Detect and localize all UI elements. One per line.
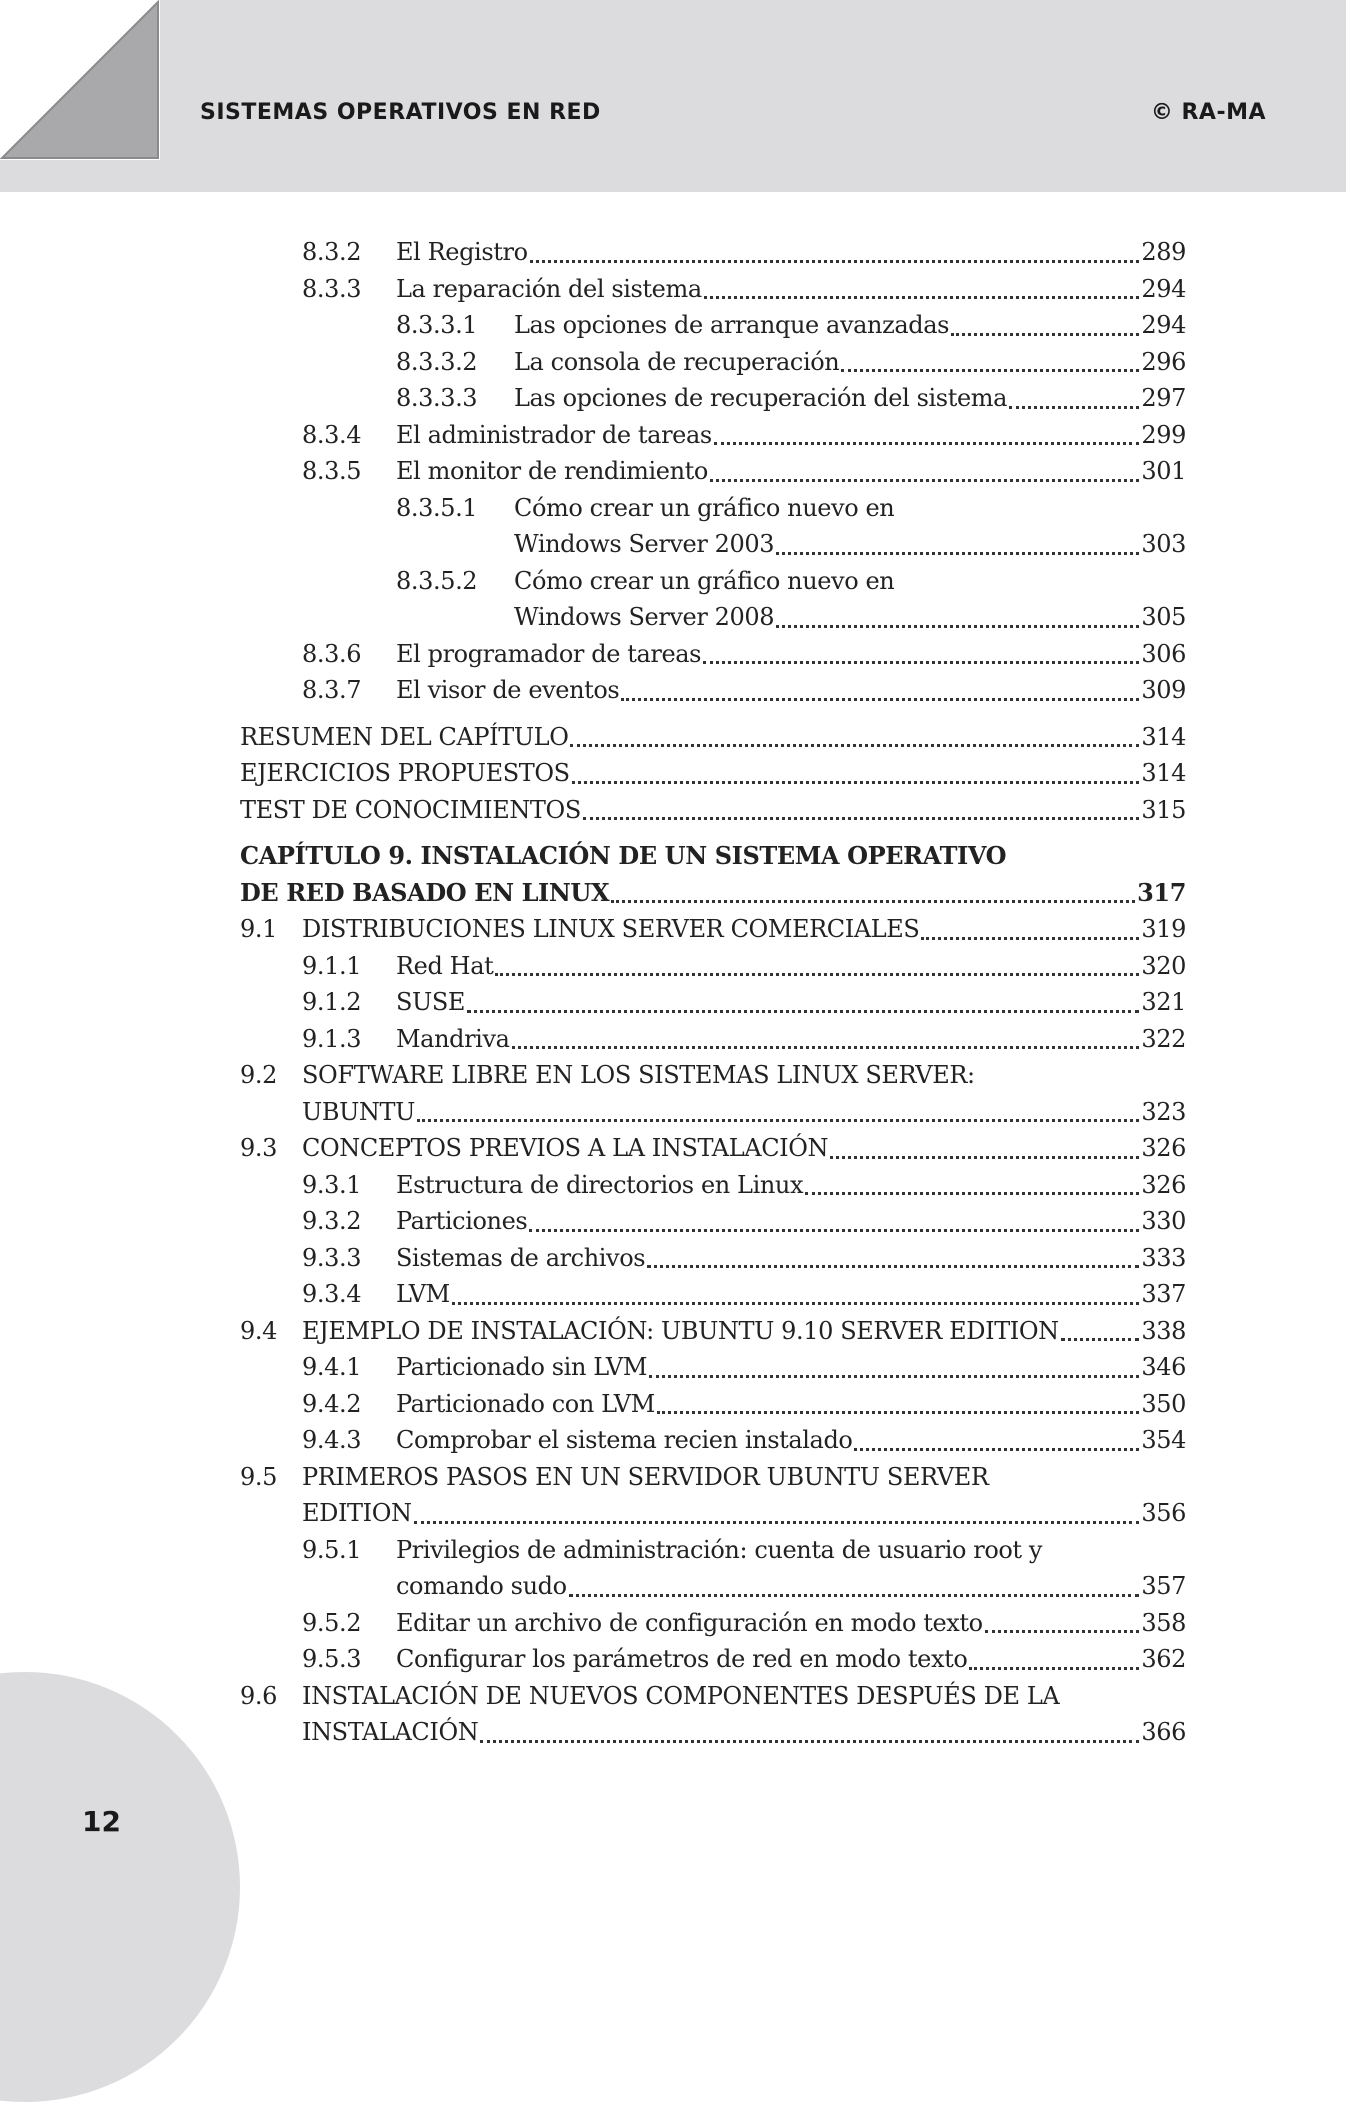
toc-entry-number: 9.3 bbox=[240, 1134, 277, 1162]
toc-entry-page: 317 bbox=[1137, 877, 1186, 907]
toc-entry-continuation[interactable] bbox=[240, 1094, 1186, 1131]
toc-entry-title: Editar un archivo de configuración en modo texto bbox=[396, 1608, 983, 1637]
toc-entry-number: 9.4.2 bbox=[302, 1389, 362, 1418]
dot-leader bbox=[414, 1521, 1140, 1524]
toc-entry[interactable] bbox=[240, 453, 1186, 490]
toc-entry-number: 9.5.1 bbox=[302, 1535, 362, 1564]
toc-entry[interactable] bbox=[240, 1130, 1186, 1167]
toc-entry[interactable] bbox=[240, 417, 1186, 454]
toc-entry[interactable] bbox=[240, 234, 1186, 271]
toc-entry-number: 9.5 bbox=[240, 1462, 277, 1491]
toc-entry-number: 9.3.1 bbox=[302, 1170, 362, 1199]
toc-entry-page: 319 bbox=[1141, 915, 1186, 943]
toc-entry[interactable] bbox=[240, 563, 1186, 600]
toc-entry[interactable] bbox=[240, 1605, 1186, 1642]
toc-entry[interactable] bbox=[240, 307, 1186, 344]
toc-entry-title: El monitor de rendimiento bbox=[396, 457, 708, 485]
toc-entry[interactable] bbox=[240, 1057, 1186, 1094]
dot-leader bbox=[776, 625, 1139, 628]
toc-entry-page: 314 bbox=[1141, 759, 1186, 787]
toc-entry-title: El Registro bbox=[396, 238, 528, 266]
toc-entry[interactable] bbox=[240, 271, 1186, 308]
toc-entry[interactable] bbox=[240, 755, 1186, 792]
dot-leader bbox=[776, 552, 1139, 555]
dot-leader bbox=[570, 744, 1139, 747]
toc-entry-title-continued: Windows Server 2008 bbox=[514, 603, 775, 631]
toc-entry-title: La reparación del sistema bbox=[396, 274, 702, 303]
toc-entry-page: 303 bbox=[1141, 530, 1186, 558]
toc-entry-title: Configurar los parámetros de red en modo texto bbox=[396, 1645, 968, 1673]
toc-entry-page: 356 bbox=[1141, 1499, 1186, 1527]
toc-entry-number: 8.3.5 bbox=[302, 457, 362, 485]
toc-entry-page: 358 bbox=[1141, 1608, 1186, 1637]
toc-entry-continuation[interactable] bbox=[240, 1714, 1186, 1751]
toc-entry-page: 296 bbox=[1141, 347, 1186, 376]
dot-leader bbox=[985, 1630, 1140, 1633]
toc-entry-page: 326 bbox=[1141, 1170, 1186, 1199]
toc-entry[interactable] bbox=[240, 1203, 1186, 1240]
toc-entry-continuation[interactable] bbox=[240, 1495, 1186, 1532]
toc-entry-title: El administrador de tareas bbox=[396, 420, 712, 449]
toc-entry[interactable] bbox=[240, 1276, 1186, 1313]
toc-entry-page: 366 bbox=[1141, 1718, 1186, 1746]
toc-entry[interactable] bbox=[240, 1532, 1186, 1569]
corner-triangle-decoration bbox=[0, 0, 160, 160]
dot-leader bbox=[969, 1667, 1139, 1670]
toc-entry-title: CONCEPTOS PREVIOS A LA INSTALACIÓN bbox=[302, 1134, 829, 1162]
toc-entry-number: 9.1.2 bbox=[302, 988, 362, 1016]
toc-entry-page: 330 bbox=[1141, 1207, 1186, 1235]
toc-entry[interactable] bbox=[240, 490, 1186, 527]
toc-entry-number: 9.3.4 bbox=[302, 1280, 362, 1308]
dot-leader bbox=[495, 973, 1139, 976]
dot-leader bbox=[805, 1192, 1139, 1195]
dot-leader bbox=[512, 1046, 1140, 1049]
table-of-contents bbox=[240, 234, 1186, 1751]
toc-entry-title: Las opciones de recuperación del sistema bbox=[514, 384, 1008, 412]
toc-entry-title: El visor de eventos bbox=[396, 676, 620, 704]
toc-entry-number: 8.3.3 bbox=[302, 274, 362, 303]
toc-entry-title-continued: INSTALACIÓN bbox=[302, 1718, 479, 1746]
toc-entry-number: 9.5.2 bbox=[302, 1608, 362, 1637]
toc-entry-title: Cómo crear un gráfico nuevo en bbox=[514, 566, 895, 595]
dot-leader bbox=[704, 296, 1140, 299]
dot-leader bbox=[572, 781, 1140, 784]
toc-entry-title: El programador de tareas bbox=[396, 639, 702, 668]
toc-entry-number: 9.1 bbox=[240, 915, 277, 943]
toc-entry[interactable] bbox=[240, 1313, 1186, 1350]
toc-entry-continuation[interactable] bbox=[240, 526, 1186, 563]
toc-entry-number: 8.3.4 bbox=[302, 420, 362, 449]
toc-entry-continuation[interactable] bbox=[240, 599, 1186, 636]
toc-entry-page: 350 bbox=[1141, 1389, 1186, 1418]
toc-entry-page: 299 bbox=[1141, 420, 1186, 449]
toc-entry-page: 322 bbox=[1141, 1024, 1186, 1053]
toc-entry-number: 9.1.3 bbox=[302, 1024, 362, 1053]
toc-entry-title: Particiones bbox=[396, 1207, 528, 1235]
dot-leader bbox=[649, 1375, 1139, 1378]
toc-entry-title-continued: Windows Server 2003 bbox=[514, 530, 775, 558]
toc-entry-page: 306 bbox=[1141, 639, 1186, 668]
toc-entry[interactable] bbox=[240, 1167, 1186, 1204]
toc-entry-title: Particionado con LVM bbox=[396, 1389, 655, 1418]
dot-leader bbox=[611, 900, 1135, 903]
dot-leader bbox=[480, 1740, 1139, 1743]
toc-entry[interactable] bbox=[240, 1678, 1186, 1715]
toc-entry-title: INSTALACIÓN DE NUEVOS COMPONENTES DESPUÉS DE LA bbox=[302, 1681, 1060, 1710]
toc-entry-page: 357 bbox=[1141, 1572, 1186, 1600]
toc-entry-number: 9.3.3 bbox=[302, 1243, 362, 1272]
toc-entry-page: 333 bbox=[1141, 1243, 1186, 1272]
toc-entry-title: EJERCICIOS PROPUESTOS bbox=[240, 759, 570, 787]
toc-entry-page: 346 bbox=[1141, 1353, 1186, 1381]
toc-entry-number: 8.3.5.2 bbox=[396, 566, 478, 595]
toc-entry-number: 9.4 bbox=[240, 1316, 277, 1345]
toc-entry-title: CAPÍTULO 9. INSTALACIÓN DE UN SISTEMA OPERATIVO bbox=[240, 841, 1007, 870]
dot-leader bbox=[703, 661, 1139, 664]
toc-entry-number: 8.3.3.2 bbox=[396, 347, 478, 376]
toc-entry-title: Estructura de directorios en Linux bbox=[396, 1170, 804, 1199]
toc-entry-title: PRIMEROS PASOS EN UN SERVIDOR UBUNTU SERVER bbox=[302, 1462, 989, 1491]
toc-entry[interactable] bbox=[240, 838, 1186, 875]
toc-entry-continuation[interactable] bbox=[240, 1568, 1186, 1605]
running-title: SISTEMAS OPERATIVOS EN RED bbox=[200, 100, 601, 125]
toc-entry-page: 305 bbox=[1141, 603, 1186, 631]
toc-entry[interactable] bbox=[240, 911, 1186, 948]
toc-entry[interactable] bbox=[240, 984, 1186, 1021]
toc-entry[interactable] bbox=[240, 1349, 1186, 1386]
toc-entry-title: SOFTWARE LIBRE EN LOS SISTEMAS LINUX SERVER: bbox=[302, 1061, 975, 1089]
toc-entry-page: 326 bbox=[1141, 1134, 1186, 1162]
toc-entry[interactable] bbox=[240, 792, 1186, 829]
toc-entry-title: Las opciones de arranque avanzadas bbox=[514, 311, 950, 339]
page-number: 12 bbox=[82, 1805, 121, 1838]
toc-entry[interactable] bbox=[240, 1422, 1186, 1459]
toc-entry-title: Red Hat bbox=[396, 951, 494, 980]
toc-entry-title: Particionado sin LVM bbox=[396, 1353, 648, 1381]
toc-entry-page: 314 bbox=[1141, 722, 1186, 751]
dot-leader bbox=[830, 1156, 1139, 1159]
toc-entry[interactable] bbox=[240, 636, 1186, 673]
toc-entry-title: RESUMEN DEL CAPÍTULO bbox=[240, 722, 569, 751]
dot-leader bbox=[452, 1302, 1140, 1305]
toc-entry-continuation[interactable] bbox=[240, 875, 1186, 912]
toc-entry-number: 9.4.1 bbox=[302, 1353, 362, 1381]
toc-entry-page: 315 bbox=[1141, 795, 1186, 824]
toc-entry-page: 362 bbox=[1141, 1645, 1186, 1673]
toc-entry-page: 289 bbox=[1141, 238, 1186, 266]
toc-entry-number: 8.3.3.1 bbox=[396, 311, 478, 339]
toc-entry-page: 320 bbox=[1141, 951, 1186, 980]
toc-entry-number: 8.3.2 bbox=[302, 238, 362, 266]
toc-entry[interactable] bbox=[240, 344, 1186, 381]
toc-entry-page: 297 bbox=[1141, 384, 1186, 412]
publisher-label: © RA-MA bbox=[1150, 100, 1266, 125]
header-band bbox=[0, 0, 1346, 192]
toc-entry[interactable] bbox=[240, 948, 1186, 985]
dot-leader bbox=[714, 442, 1140, 445]
dot-leader bbox=[854, 1448, 1139, 1451]
toc-entry-title: La consola de recuperación bbox=[514, 347, 840, 376]
toc-entry-number: 9.3.2 bbox=[302, 1207, 362, 1235]
dot-leader bbox=[921, 937, 1139, 940]
toc-entry[interactable] bbox=[240, 1386, 1186, 1423]
toc-entry-title: TEST DE CONOCIMIENTOS bbox=[240, 795, 581, 824]
toc-entry-page: 321 bbox=[1141, 988, 1186, 1016]
toc-entry-title: LVM bbox=[396, 1280, 450, 1308]
toc-entry-page: 294 bbox=[1141, 311, 1186, 339]
toc-entry-title: Comprobar el sistema recien instalado bbox=[396, 1426, 853, 1454]
dot-leader bbox=[841, 369, 1139, 372]
toc-entry-number: 8.3.3.3 bbox=[396, 384, 478, 412]
toc-entry[interactable] bbox=[240, 1641, 1186, 1678]
toc-entry[interactable] bbox=[240, 719, 1186, 756]
toc-entry[interactable] bbox=[240, 672, 1186, 709]
toc-entry[interactable] bbox=[240, 1459, 1186, 1496]
dot-leader bbox=[710, 479, 1139, 482]
toc-entry-number: 9.2 bbox=[240, 1061, 277, 1089]
dot-leader bbox=[1009, 406, 1139, 409]
dot-leader bbox=[621, 698, 1139, 701]
dot-leader bbox=[529, 1229, 1139, 1232]
dot-leader bbox=[417, 1119, 1139, 1122]
dot-leader bbox=[467, 1010, 1139, 1013]
toc-entry-title: Privilegios de administración: cuenta de usuario root y bbox=[396, 1535, 1043, 1564]
toc-entry-page: 309 bbox=[1141, 676, 1186, 704]
toc-entry-page: 301 bbox=[1141, 457, 1186, 485]
dot-leader bbox=[1061, 1338, 1140, 1341]
toc-entry[interactable] bbox=[240, 1021, 1186, 1058]
toc-entry-page: 323 bbox=[1141, 1097, 1186, 1126]
toc-entry-title: Sistemas de archivos bbox=[396, 1243, 646, 1272]
toc-entry-title-continued: EDITION bbox=[302, 1499, 412, 1527]
dot-leader bbox=[657, 1411, 1139, 1414]
toc-entry-page: 338 bbox=[1141, 1316, 1186, 1345]
page-number-circle bbox=[0, 1672, 240, 2102]
toc-entry-title: Mandriva bbox=[396, 1024, 510, 1053]
dot-leader bbox=[569, 1594, 1140, 1597]
toc-entry[interactable] bbox=[240, 380, 1186, 417]
dot-leader bbox=[530, 260, 1140, 263]
toc-entry[interactable] bbox=[240, 1240, 1186, 1277]
toc-entry-number: 8.3.7 bbox=[302, 676, 362, 704]
toc-entry-title-continued: comando sudo bbox=[396, 1572, 567, 1600]
toc-entry-title: EJEMPLO DE INSTALACIÓN: UBUNTU 9.10 SERVER EDITION bbox=[302, 1316, 1059, 1345]
toc-entry-number: 9.4.3 bbox=[302, 1426, 362, 1454]
toc-entry-title: Cómo crear un gráfico nuevo en bbox=[514, 493, 895, 522]
toc-entry-number: 8.3.5.1 bbox=[396, 493, 478, 522]
dot-leader bbox=[951, 333, 1139, 336]
toc-entry-page: 337 bbox=[1141, 1280, 1186, 1308]
dot-leader bbox=[583, 817, 1140, 820]
toc-entry-number: 9.6 bbox=[240, 1681, 277, 1710]
toc-entry-number: 9.1.1 bbox=[302, 951, 362, 980]
toc-entry-number: 9.5.3 bbox=[302, 1645, 362, 1673]
toc-entry-title: DISTRIBUCIONES LINUX SERVER COMERCIALES bbox=[302, 915, 920, 943]
toc-entry-number: 8.3.6 bbox=[302, 639, 362, 668]
dot-leader bbox=[647, 1265, 1139, 1268]
toc-entry-title-continued: UBUNTU bbox=[302, 1097, 415, 1126]
toc-entry-page: 354 bbox=[1141, 1426, 1186, 1454]
toc-entry-page: 294 bbox=[1141, 274, 1186, 303]
toc-entry-title-continued: DE RED BASADO EN LINUX bbox=[240, 877, 610, 907]
toc-entry-title: SUSE bbox=[396, 988, 466, 1016]
